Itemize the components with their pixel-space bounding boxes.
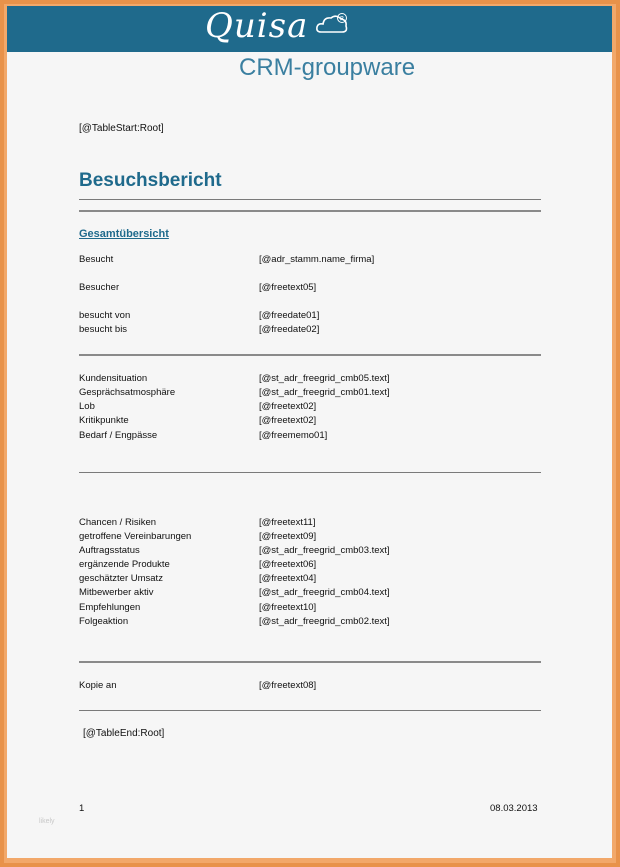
field-row	[79, 401, 549, 415]
field-value: [@freetext02]	[259, 401, 317, 412]
section-title: Gesamtübersicht	[79, 228, 169, 240]
field-value: [@freetext10]	[259, 602, 317, 613]
field-value: [@st_adr_freegrid_cmb01.text]	[259, 387, 390, 398]
field-label: Folgeaktion	[79, 616, 129, 627]
field-row	[79, 602, 549, 616]
field-row	[79, 324, 549, 338]
header-band	[7, 6, 612, 52]
field-label: geschätzter Umsatz	[79, 573, 163, 584]
field-label: Besucher	[79, 282, 120, 293]
field-value: [@freetext05]	[259, 282, 317, 293]
section-divider	[79, 710, 541, 711]
title-divider-top	[79, 199, 541, 200]
section-divider	[79, 661, 541, 663]
field-value: [@freedate01]	[259, 310, 320, 321]
page-number: 1	[79, 803, 85, 814]
cloud-icon	[315, 12, 349, 38]
field-value: [@freetext08]	[259, 680, 317, 691]
field-label: Kopie an	[79, 680, 117, 691]
logo: Quisa	[205, 6, 309, 46]
field-value: [@freememo01]	[259, 430, 328, 441]
field-label: Mitbewerber aktiv	[79, 587, 154, 598]
field-row	[79, 573, 549, 587]
field-row	[79, 545, 549, 559]
title-divider-bottom	[79, 210, 541, 212]
field-value: [@freetext09]	[259, 531, 317, 542]
field-row	[79, 387, 549, 401]
document-page	[7, 6, 612, 858]
field-row	[79, 531, 549, 545]
field-value: [@freetext11]	[259, 517, 316, 528]
field-row	[79, 587, 549, 601]
field-label: besucht bis	[79, 324, 128, 335]
field-label: Auftragsstatus	[79, 545, 140, 556]
field-label: Kundensituation	[79, 373, 148, 384]
watermark: likely	[39, 818, 55, 825]
field-label: Besucht	[79, 254, 114, 265]
field-row	[79, 415, 549, 429]
field-label: Bedarf / Engpässe	[79, 430, 158, 441]
field-row	[79, 680, 549, 694]
field-value: [@st_adr_freegrid_cmb03.text]	[259, 545, 390, 556]
field-label: ergänzende Produkte	[79, 559, 170, 570]
field-label: Lob	[79, 401, 95, 412]
field-row	[79, 373, 549, 387]
field-row	[79, 430, 549, 444]
field-value: [@st_adr_freegrid_cmb02.text]	[259, 616, 390, 627]
field-value: [@freetext06]	[259, 559, 317, 570]
document-title: Besuchsbericht	[79, 170, 222, 191]
field-row	[79, 254, 549, 268]
table-start-marker: [@TableStart:Root]	[79, 123, 164, 134]
section-divider	[79, 354, 541, 356]
field-row	[79, 282, 549, 296]
svg-text:R: R	[340, 15, 345, 23]
field-label: getroffene Vereinbarungen	[79, 531, 192, 542]
field-row	[79, 310, 549, 324]
field-value: [@st_adr_freegrid_cmb04.text]	[259, 587, 390, 598]
field-label: besucht von	[79, 310, 131, 321]
field-label: Empfehlungen	[79, 602, 141, 613]
field-label: Kritikpunkte	[79, 415, 129, 426]
field-value: [@freedate02]	[259, 324, 320, 335]
field-value: [@freetext02]	[259, 415, 317, 426]
product-name: CRM-groupware	[239, 54, 416, 81]
footer-date: 08.03.2013	[490, 803, 538, 814]
field-value: [@freetext04]	[259, 573, 317, 584]
table-end-marker: [@TableEnd:Root]	[83, 728, 165, 739]
field-row	[79, 517, 549, 531]
field-value: [@adr_stamm.name_firma]	[259, 254, 375, 265]
field-row	[79, 559, 549, 573]
field-label: Chancen / Risiken	[79, 517, 157, 528]
field-label: Gesprächsatmosphäre	[79, 387, 176, 398]
field-row	[79, 616, 549, 630]
section-divider	[79, 472, 541, 473]
field-value: [@st_adr_freegrid_cmb05.text]	[259, 373, 390, 384]
